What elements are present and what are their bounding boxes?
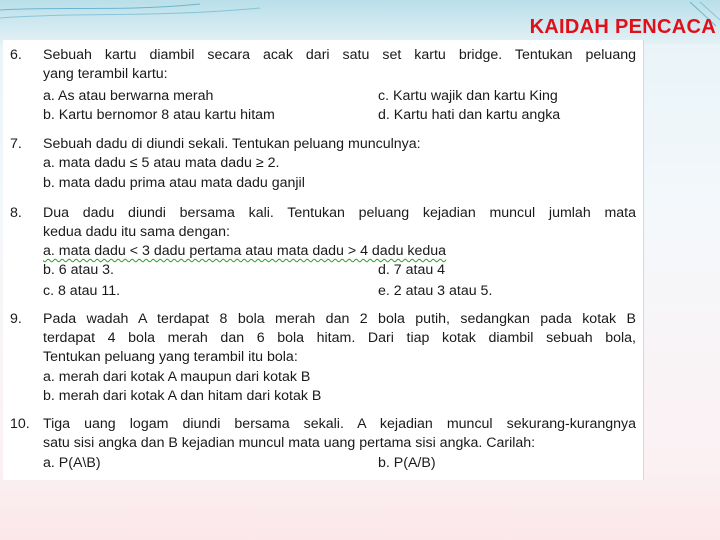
question-stem-line: kedua dadu itu sama dengan: (43, 224, 230, 240)
question-stem-line: satu sisi angka dan B kejadian muncul mata uang pertama sisi angka. Carilah: (43, 435, 536, 451)
option-b: b. 6 atau 3. (43, 262, 114, 278)
option-b: b. Kartu bernomor 8 atau kartu hitam (43, 107, 275, 123)
option-a: a. As atau berwarna merah (43, 88, 214, 104)
option-a: a. P(A\B) (43, 455, 101, 471)
option-c: c. Kartu wajik dan kartu King (378, 88, 558, 104)
option-d: d. 7 atau 4 (378, 262, 446, 278)
option-b: b. P(A/B) (378, 455, 436, 471)
question-stem-line: Tiga uang logam diundi bersama sekali. A kejadian muncul sekurang-kurangnya (43, 416, 636, 432)
question-stem-line: Sebuah dadu di diundi sekali. Tentukan peluang munculnya: (43, 136, 421, 152)
question-stem-line: Dua dadu diundi bersama kali. Tentukan peluang kejadian muncul jumlah mata (43, 205, 636, 221)
option-a: a. mata dadu < 3 dadu pertama atau mata dadu > 4 dadu kedua (43, 243, 447, 259)
question-stem-line: Sebuah kartu diambil secara acak dari satu set kartu bridge. Tentukan peluang (43, 47, 636, 63)
question-number: 6. (10, 47, 22, 63)
question-number: 8. (10, 205, 22, 221)
option-e: e. 2 atau 3 atau 5. (378, 283, 493, 299)
question-stem-line: yang terambil kartu: (43, 66, 168, 82)
option-b: b. merah dari kotak A dan hitam dari kotak B (43, 388, 322, 404)
question-stem-line: Pada wadah A terdapat 8 bola merah dan 2 bola putih, sedangkan pada kotak B (43, 311, 636, 327)
option-a: a. mata dadu ≤ 5 atau mata dadu ≥ 2. (43, 155, 280, 171)
option-d: d. Kartu hati dan kartu angka (378, 107, 561, 123)
question-number: 10. (10, 416, 30, 432)
question-document (3, 40, 644, 480)
question-number: 9. (10, 311, 22, 327)
question-stem-line: Tentukan peluang yang terambil itu bola: (43, 349, 298, 365)
option-c: c. 8 atau 11. (43, 283, 121, 299)
question-number: 7. (10, 136, 22, 152)
option-a: a. merah dari kotak A maupun dari kotak B (43, 369, 311, 385)
slide-title: KAIDAH PENCACA (529, 16, 716, 38)
option-b: b. mata dadu prima atau mata dadu ganjil (43, 175, 305, 191)
question-stem-line: terdapat 4 bola merah dan 6 bola hitam. Dari tiap kotak diambil sebuah bola, (43, 330, 636, 346)
